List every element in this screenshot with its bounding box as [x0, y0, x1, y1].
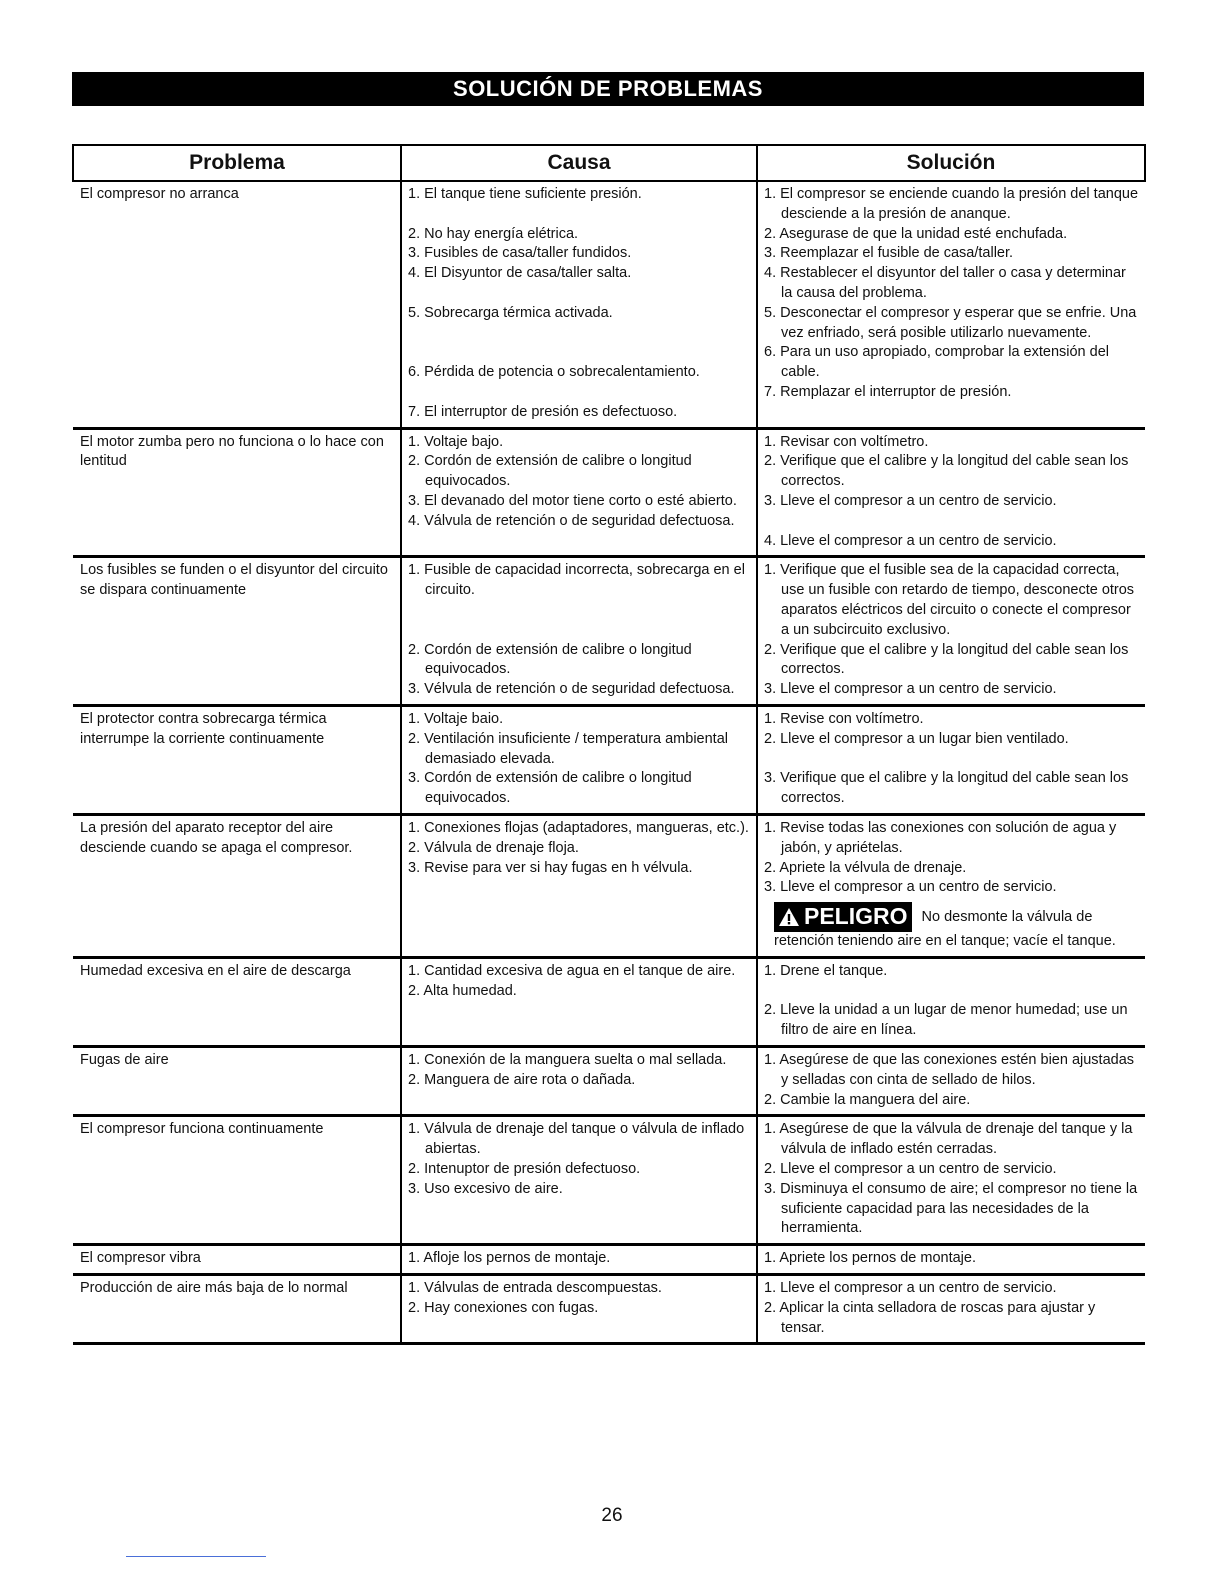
header-solution: Solución [757, 145, 1145, 181]
solution-item: 6. Para un uso apropiado, comprobar la extensión del cable. [764, 344, 1109, 381]
cause-cell [401, 1116, 757, 1245]
problem-cell: La presión del aparato receptor del aire desciende cuando se apaga el compresor. [73, 814, 401, 957]
solution-item: 1. Revisar con voltímetro. [764, 433, 929, 450]
cause-item: 3. Cordón de extensión de calibre o longitud equivocados. [408, 770, 692, 807]
problem-cell: El protector contra sobrecarga térmica interrumpe la corriente continuamente [73, 705, 401, 814]
cause-item: 3. Revise para ver si hay fugas en h vélvula. [408, 859, 693, 876]
cause-item [408, 324, 750, 344]
problem-cell: El compresor vibra [73, 1245, 401, 1275]
solution-item: 2. Asegurase de que la unidad esté enchufada. [764, 225, 1068, 242]
solution-list [764, 1120, 1139, 1239]
cause-item: 2. Cordón de extensión de calibre o longitud equivocados. [408, 453, 692, 490]
cause-cell [401, 1275, 757, 1344]
solution-cell [757, 1047, 1145, 1116]
cause-item: 2. No hay energía elétrica. [408, 225, 579, 242]
solution-item: 2. Lleve el compresor a un centro de servicio. [764, 1161, 1057, 1178]
solution-item [764, 750, 1139, 770]
solution-item: 4. Restablecer el disyuntor del taller o casa y determinar la causa del problema. [764, 265, 1126, 301]
cause-list [408, 819, 750, 878]
solution-list [764, 1279, 1139, 1338]
solution-item: 1. Revise con voltímetro. [764, 710, 924, 727]
cause-item: 2. Intenuptor de presión defectuoso. [408, 1161, 641, 1178]
cause-list [408, 185, 750, 423]
solution-item: 7. Remplazar el interruptor de presión. [764, 383, 1012, 400]
header-problem: Problema [73, 145, 401, 181]
solution-list [764, 1051, 1139, 1110]
cause-item: 2. Manguera de aire rota o dañada. [408, 1071, 636, 1088]
cause-list [408, 1120, 750, 1199]
cause-list [408, 561, 750, 700]
cause-item: 2. Cordón de extensión de calibre o longitud equivocados. [408, 641, 692, 678]
cause-item: 2. Válvula de drenaje floja. [408, 839, 579, 856]
cause-item: 1. Conexión de la manguera suelta o mal sellada. [408, 1052, 727, 1069]
cause-list [408, 1279, 750, 1319]
solution-item: 5. Desconectar el compresor y esperar que se enfrie. Una vez enfriado, será posible utilizarlo nuevamente. [764, 304, 1137, 341]
solution-item: 2. Apriete la vélvula de drenaje. [764, 859, 967, 876]
cause-item [408, 343, 750, 363]
solution-list [764, 710, 1139, 809]
problem-cell: Producción de aire más baja de lo normal [73, 1275, 401, 1344]
cause-item: 2. Alta humedad. [408, 982, 517, 999]
solution-cell [757, 557, 1145, 706]
solution-cell [757, 705, 1145, 814]
solution-item: 2. Aplicar la cinta selladora de roscas para ajustar y tensar. [764, 1299, 1096, 1336]
table-row [73, 181, 1145, 428]
cause-item: 4. El Disyuntor de casa/taller salta. [408, 265, 632, 282]
solution-item: 3. Reemplazar el fusible de casa/taller. [764, 245, 1014, 262]
cause-item: 6. Pérdida de potencia o sobrecalentamiento. [408, 364, 700, 381]
cause-item: 1. Cantidad excesiva de agua en el tanque de aire. [408, 962, 736, 979]
solution-list [764, 433, 1139, 552]
solution-cell [757, 814, 1145, 957]
solution-item: 2. Verifique que el calibre y la longitud del cable sean los correctos. [764, 641, 1129, 678]
cause-item: 7. El interruptor de presión es defectuoso. [408, 403, 678, 420]
solution-item: 1. Asegúrese de que la válvula de drenaje del tanque y la válvula de inflado estén cerradas. [764, 1121, 1133, 1158]
cause-cell [401, 957, 757, 1046]
table-row [73, 705, 1145, 814]
cause-item: 3. Vélvula de retención o de seguridad defectuosa. [408, 681, 735, 698]
cause-item: 2. Hay conexiones con fugas. [408, 1299, 599, 1316]
solution-item: 2. Verifique que el calibre y la longitud del cable sean los correctos. [764, 453, 1129, 490]
solution-item: 2. Lleve el compresor a un lugar bien ventilado. [764, 730, 1069, 747]
problem-cell: El compresor funciona continuamente [73, 1116, 401, 1245]
table-row [73, 957, 1145, 1046]
cause-item: 3. El devanado del motor tiene corto o esté abierto. [408, 492, 737, 509]
solution-cell [757, 957, 1145, 1046]
solution-cell [757, 1116, 1145, 1245]
problem-cell: Los fusibles se funden o el disyuntor del circuito se dispara continuamente [73, 557, 401, 706]
solution-list [764, 1249, 1139, 1269]
cause-item [408, 601, 750, 621]
solution-item: 1. Lleve el compresor a un centro de servicio. [764, 1280, 1057, 1297]
cause-cell [401, 428, 757, 557]
cause-item: 1. Válvulas de entrada descompuestas. [408, 1280, 662, 1297]
cause-item [408, 621, 750, 641]
solution-item: 1. Revise todas las conexiones con solución de agua y jabón, y apriételas. [764, 819, 1117, 856]
solution-item: 3. Lleve el compresor a un centro de servicio. [764, 681, 1057, 698]
solution-item: 4. Lleve el compresor a un centro de servicio. [764, 532, 1057, 549]
danger-text: No desmonte la válvula de retención teniendo aire en el tanque; vacíe el tanque. [774, 908, 1116, 950]
solution-item: 2. Lleve la unidad a un lugar de menor humedad; use un filtro de aire en línea. [764, 1002, 1128, 1039]
cause-item [408, 284, 750, 304]
danger-badge [774, 902, 912, 932]
troubleshooting-table [72, 144, 1146, 1345]
solution-cell [757, 181, 1145, 428]
table-row [73, 1275, 1145, 1344]
cause-list [408, 1249, 750, 1269]
solution-list [764, 185, 1139, 403]
danger-warning [774, 902, 1139, 952]
table-row [73, 1116, 1145, 1245]
solution-list [764, 561, 1139, 700]
cause-item: 1. Fusible de capacidad incorrecta, sobrecarga en el circuito. [408, 562, 745, 599]
solution-item: 1. Verifique que el fusible sea de la capacidad correcta, use un fusible con retardo de tiempo, desconecte otros aparatos eléctricos del circuito o conecte el compresor a un subcircuito exclusivo. [764, 562, 1135, 638]
problem-cell: El motor zumba pero no funciona o lo hace con lentitud [73, 428, 401, 557]
solution-cell [757, 1245, 1145, 1275]
cause-item: 3. Uso excesivo de aire. [408, 1180, 563, 1197]
solution-item [764, 512, 1139, 532]
page-title: SOLUCIÓN DE PROBLEMAS [72, 72, 1144, 106]
danger-label: PELIGRO [804, 903, 908, 930]
solution-item: 1. Asegúrese de que las conexiones estén bien ajustadas y selladas con cinta de sellado de hilos. [764, 1052, 1135, 1088]
cause-item: 1. Voltaje bajo. [408, 433, 504, 450]
cause-item: 1. Conexiones flojas (adaptadores, mangueras, etc.). [408, 819, 749, 836]
cause-cell [401, 814, 757, 957]
solution-item: 3. Lleve el compresor a un centro de servicio. [764, 492, 1057, 509]
table-row [73, 428, 1145, 557]
solution-item: 3. Verifique que el calibre y la longitud del cable sean los correctos. [764, 770, 1129, 807]
table-row [73, 1047, 1145, 1116]
cause-item [408, 383, 750, 403]
solution-item: 2. Cambie la manguera del aire. [764, 1091, 971, 1108]
solution-list [764, 962, 1139, 1041]
problem-cell: Humedad excesiva en el aire de descarga [73, 957, 401, 1046]
cause-item: 1. Válvula de drenaje del tanque o válvula de inflado abiertas. [408, 1121, 745, 1158]
cause-cell [401, 1047, 757, 1116]
cause-item: 1. Voltaje baio. [408, 710, 504, 727]
table-row [73, 1245, 1145, 1275]
cause-item: 4. Válvula de retención o de seguridad defectuosa. [408, 512, 735, 529]
solution-list [764, 819, 1139, 898]
cause-cell [401, 557, 757, 706]
cause-item: 1. El tanque tiene suficiente presión. [408, 186, 642, 202]
solution-item: 1. El compresor se enciende cuando la presión del tanque desciende a la presión de ananque. [764, 186, 1139, 222]
solution-cell [757, 1275, 1145, 1344]
cause-item: 5. Sobrecarga térmica activada. [408, 304, 613, 321]
cause-item [408, 205, 750, 225]
cause-list [408, 962, 750, 1002]
problem-cell: El compresor no arranca [73, 181, 401, 428]
table-row [73, 814, 1145, 957]
footer-line [126, 1556, 266, 1557]
warning-triangle-icon [778, 907, 800, 927]
solution-item: 1. Drene el tanque. [764, 962, 888, 979]
cause-list [408, 710, 750, 809]
solution-item: 1. Apriete los pernos de montaje. [764, 1250, 976, 1267]
cause-cell [401, 705, 757, 814]
cause-item: 2. Ventilación insuficiente / temperatura ambiental demasiado elevada. [408, 730, 728, 767]
cause-list [408, 433, 750, 532]
cause-item: 3. Fusibles de casa/taller fundidos. [408, 245, 632, 262]
table-row [73, 557, 1145, 706]
table-body [73, 181, 1145, 1344]
solution-item [764, 982, 1139, 1002]
cause-cell [401, 1245, 757, 1275]
cause-cell [401, 181, 757, 428]
page-number: 26 [601, 1505, 623, 1526]
problem-cell: Fugas de aire [73, 1047, 401, 1116]
cause-list [408, 1051, 750, 1091]
header-cause: Causa [401, 145, 757, 181]
solution-item: 3. Lleve el compresor a un centro de servicio. [764, 879, 1057, 896]
cause-item: 1. Afloje los pernos de montaje. [408, 1250, 611, 1267]
header-row [73, 145, 1145, 181]
solution-item: 3. Disminuya el consumo de aire; el compresor no tiene la suficiente capacidad para las necesidades de la herramienta. [764, 1180, 1138, 1237]
solution-cell [757, 428, 1145, 557]
